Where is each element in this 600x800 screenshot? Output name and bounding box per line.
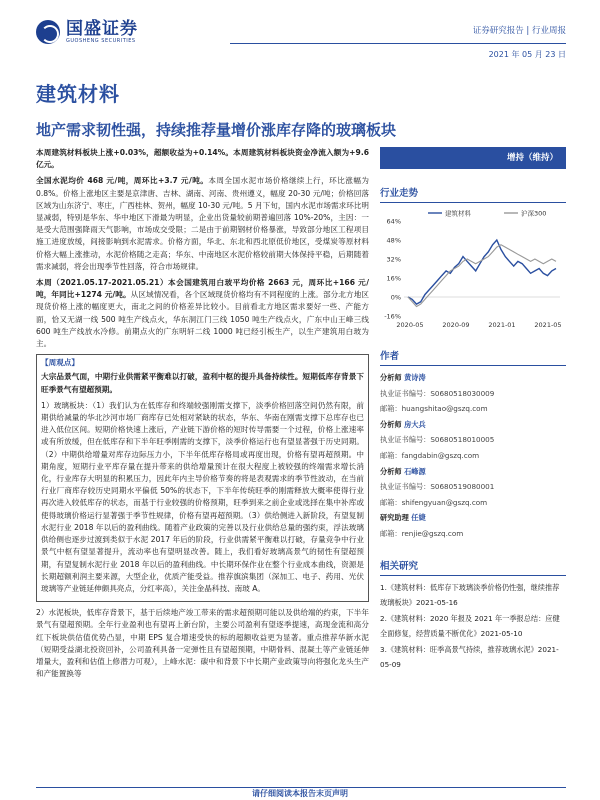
trend-title: 行业走势 bbox=[380, 183, 566, 203]
x-tick-label: 2021-05 bbox=[534, 321, 562, 329]
cement-body: 本周全国水泥市场价格继续上行，环比涨幅为 0.8%。价格上涨地区主要是京津唐、吉林、湖南、河南、贵州遵义，幅度 20-30 元/吨；价格回落区域为山东济宁、枣庄，广西桂林、贺州，幅度 10-30 元/吨。5 月下旬，国内水泥市场需求环比明显减弱，特别是华东、华中地区下滑最为明显，企业出货量较前期普遍回落 10%-20%，主因：一是受大范围强降雨天气影响，市场成交受限；二是由于前期钢材价格暴涨，导致部分地区工程项目施工进度放缓，间接影响到水泥需求。价格方面，华北、东北和西北原低价地区，受煤炭等原材料价格大幅上涨推动，水泥价格随之走高；华东、中南地区水泥价格较前期大体保持平稳，后期随着需求减弱，将会出现季节性回落，符合市场规律。 bbox=[36, 176, 369, 271]
author-name: 任婕 bbox=[411, 513, 426, 523]
page-header bbox=[0, 0, 600, 70]
author-email[interactable]: 邮箱：fangdabin@gszq.com bbox=[380, 450, 480, 460]
series-line-0 bbox=[408, 240, 556, 304]
related-item[interactable]: 1.《建筑材料：低库存下玻璃淡季价格仍性强，继续推荐玻璃板块》2021-05-16 bbox=[380, 582, 560, 608]
author-list bbox=[380, 370, 566, 542]
author-title: 作者 bbox=[380, 346, 566, 366]
y-tick-label: -16% bbox=[384, 312, 401, 321]
author-name: 房大兵 bbox=[404, 419, 426, 429]
x-tick-label: 2020-05 bbox=[396, 321, 424, 329]
weekly-view-intro: 大宗品景气面，中期行业供需紧平衡难以打破，盈利中枢的提升具备持续性。短期低库存背景下旺季景气有望超预期。 bbox=[41, 372, 364, 394]
footer-text: 请仔细阅读本报告末页声明 bbox=[252, 789, 348, 798]
y-tick-label: 48% bbox=[386, 236, 401, 245]
rating-badge: 增持（维持） bbox=[380, 147, 566, 169]
author-entry bbox=[380, 464, 566, 511]
x-tick-label: 2020-09 bbox=[442, 321, 470, 329]
author-name-line bbox=[380, 417, 566, 433]
cement-paragraph bbox=[36, 175, 369, 273]
glass-paragraph bbox=[36, 277, 369, 350]
cement-view: 2）水泥板块，低库存背景下，基于后续地产竣工带来的需求超预期可能以及供给端的约束，下半年景气有望超预期。全年行业盈利也有望再上新台阶，主要公司盈利有望逐季提速，高现金流和高分红下板块供估值优势凸显，中期 EPS 复合增速受快的标的超额收益更为显著。重点推荐华新水泥（短期受益湖北投资回补，公司盈利具备一定弹性且有望超预期，中期骨料、混凝土等产业链延伸增量大，盈利和估值上修潜力可观），上峰水泥：碳中和背景下中长期产业政策导向将强化龙头生产和产能置换等 bbox=[36, 608, 369, 679]
glass-view: 1）玻璃板块：（1）我们认为在低库存和终端较强刚需支撑下，淡季价格回落空间仍然有限，前期供给减量的华北沙河市场厂商库存已处相对紧缺的状态，华东、华南在刚需支撑下总库存也已进入低位区间。短期价格快速上涨后，产业链下游价格的短时传导需要一个过程，价格上涨速率或有所放缓，但在低库存和下半年旺季刚需的支撑下，淡季价格运行也有望显著强于历史同期。（2）中期供给增量对库存边际压力小，下半年低库存格局或再度出现，价格有望再超预期。中期角度，短期行业平库存量在提升带来的供给增量预计在很大程度上被较强的终端需求增长消化，行业库存大明显的积累压力，因此年内主导价格节奏的将是表观需求的季节性波动，在当前行业厂商库存较历史同期水平偏低 50%的状态下，下半年传统旺季的刚需释放大概率使得行业再次进入较低库存的状态，而基于行业较强的价格预期，旺季到来之前企业或选择在集中补库或使得玻璃价格运行显著强于季节性规律，价格有望再超预期。（3）供给侧进入新阶段，有望复制水泥行业 2018 年以后的盈利曲线。随着产业政策的完善以及行业供给总量的强约束，浮法玻璃供给侧也逐步过渡到类似于水泥 2017 年后的阶段，行业供需紧平衡难以打破，存量竞争中行业景气中枢有望显著提升，流动率也有望明显改善。随上，我们看好玻璃高景气的韧性有望超预期，有望复制水泥行业 2018 年以后的盈利曲线。中长期环保作业在整个行业成本曲线，资源是长期超额利润主要来源，大型企业，优质产能受益。推荐旗滨集团（深加工、电子、药用、光伏玻璃等产业链延伸颇具亮点，分红率高），关注金晶科技、南玻 A。 bbox=[41, 400, 364, 593]
trend-chart bbox=[380, 207, 566, 332]
related-list bbox=[380, 580, 566, 673]
related-title: 相关研究 bbox=[380, 556, 566, 576]
author-cert: 执业证书编号：S0680518010005 bbox=[380, 435, 495, 445]
glass-body: 从区域情况看，各个区域现货价格均有不同程度的上涨。部分北方地区现货价格上涨的幅度更大，南北之间的价格差异比较小。目前看北方地区需求要好一些、产能方面，恰又无湖一线 500 吨生产线点火，华东洞江门三线 1050 吨生产线点火，广东中山王峰三线 600 吨生产线放水冷修。前期点火的广东明轩二线 1000 吨已经引板生产，以生产建筑用白玻为主。 bbox=[36, 290, 370, 349]
company-logo bbox=[36, 20, 138, 44]
x-tick-label: 2021-01 bbox=[488, 321, 516, 329]
author-role: 分析师 bbox=[380, 466, 405, 476]
author-role: 分析师 bbox=[380, 419, 405, 429]
author-name-line bbox=[380, 464, 566, 480]
y-tick-label: 16% bbox=[386, 274, 401, 283]
logo-text: 国盛证券 bbox=[66, 19, 138, 39]
main-body bbox=[36, 147, 369, 684]
author-name-line bbox=[380, 510, 566, 526]
related-item[interactable]: 2.《建筑材料：2020 年报及 2021 年一季报总结：应健全面修复，经营质量不断优化》2021-05-10 bbox=[380, 613, 560, 639]
sidebar bbox=[380, 147, 566, 673]
weekly-view-title: 【周观点】 bbox=[41, 358, 79, 368]
author-name: 石峰源 bbox=[404, 466, 426, 476]
trend-chart-svg bbox=[380, 207, 566, 332]
report-title: 地产需求韧性强，持续推荐量增价涨库存降的玻璃板块 bbox=[36, 121, 397, 139]
author-entry bbox=[380, 417, 566, 464]
y-tick-label: 0% bbox=[390, 293, 401, 302]
author-role: 分析师 bbox=[380, 373, 405, 382]
author-entry bbox=[380, 370, 566, 417]
y-tick-label: 64% bbox=[386, 217, 401, 226]
report-date: 2021 年 05 月 23 日 bbox=[488, 50, 566, 59]
author-entry bbox=[380, 510, 566, 541]
y-tick-label: 32% bbox=[386, 255, 401, 264]
legend-label: 沪深300 bbox=[521, 209, 547, 218]
industry-name: 建筑材料 bbox=[36, 82, 120, 106]
logo-icon bbox=[36, 20, 60, 44]
author-cert: 执业证书编号：S0680518030009 bbox=[380, 388, 495, 398]
legend-label: 建筑材料 bbox=[445, 209, 471, 218]
author-name-line bbox=[380, 370, 566, 386]
logo-subtext: GUOSHENG SECURITIES bbox=[66, 38, 136, 44]
weekly-view-box bbox=[36, 354, 369, 602]
report-type: 证券研究报告 | 行业周报 bbox=[472, 26, 566, 36]
author-email[interactable]: 邮箱：huangshitao@gszq.com bbox=[380, 404, 488, 414]
summary-paragraph: 本周建筑材料板块上涨+0.03%，超额收益为+0.14%。本周建筑材料板块资金净流入额为+9.6 亿元。 bbox=[36, 148, 369, 170]
author-cert: 执业证书编号：S0680519080001 bbox=[380, 482, 495, 492]
author-email[interactable]: 邮箱：shifengyuan@gszq.com bbox=[380, 497, 488, 507]
author-role: 研究助理 bbox=[380, 513, 412, 523]
author-email[interactable]: 邮箱：renjie@gszq.com bbox=[380, 528, 464, 538]
related-item[interactable]: 3.《建筑材料：旺季高景气持续，推荐玻璃水泥》2021-05-09 bbox=[380, 644, 559, 670]
author-name: 黄诗涛 bbox=[404, 373, 426, 382]
glass-lead: 本周（2021.05.17-2021.05.21）本会国建筑用白玻平均价格 2663 元，周环比+166 元/吨，年同比+1274 元/吨。 bbox=[36, 278, 369, 300]
cement-lead: 全国水泥均价 468 元/吨，周环比+3.7 元/吨。 bbox=[36, 176, 209, 186]
header-divider bbox=[230, 43, 566, 44]
